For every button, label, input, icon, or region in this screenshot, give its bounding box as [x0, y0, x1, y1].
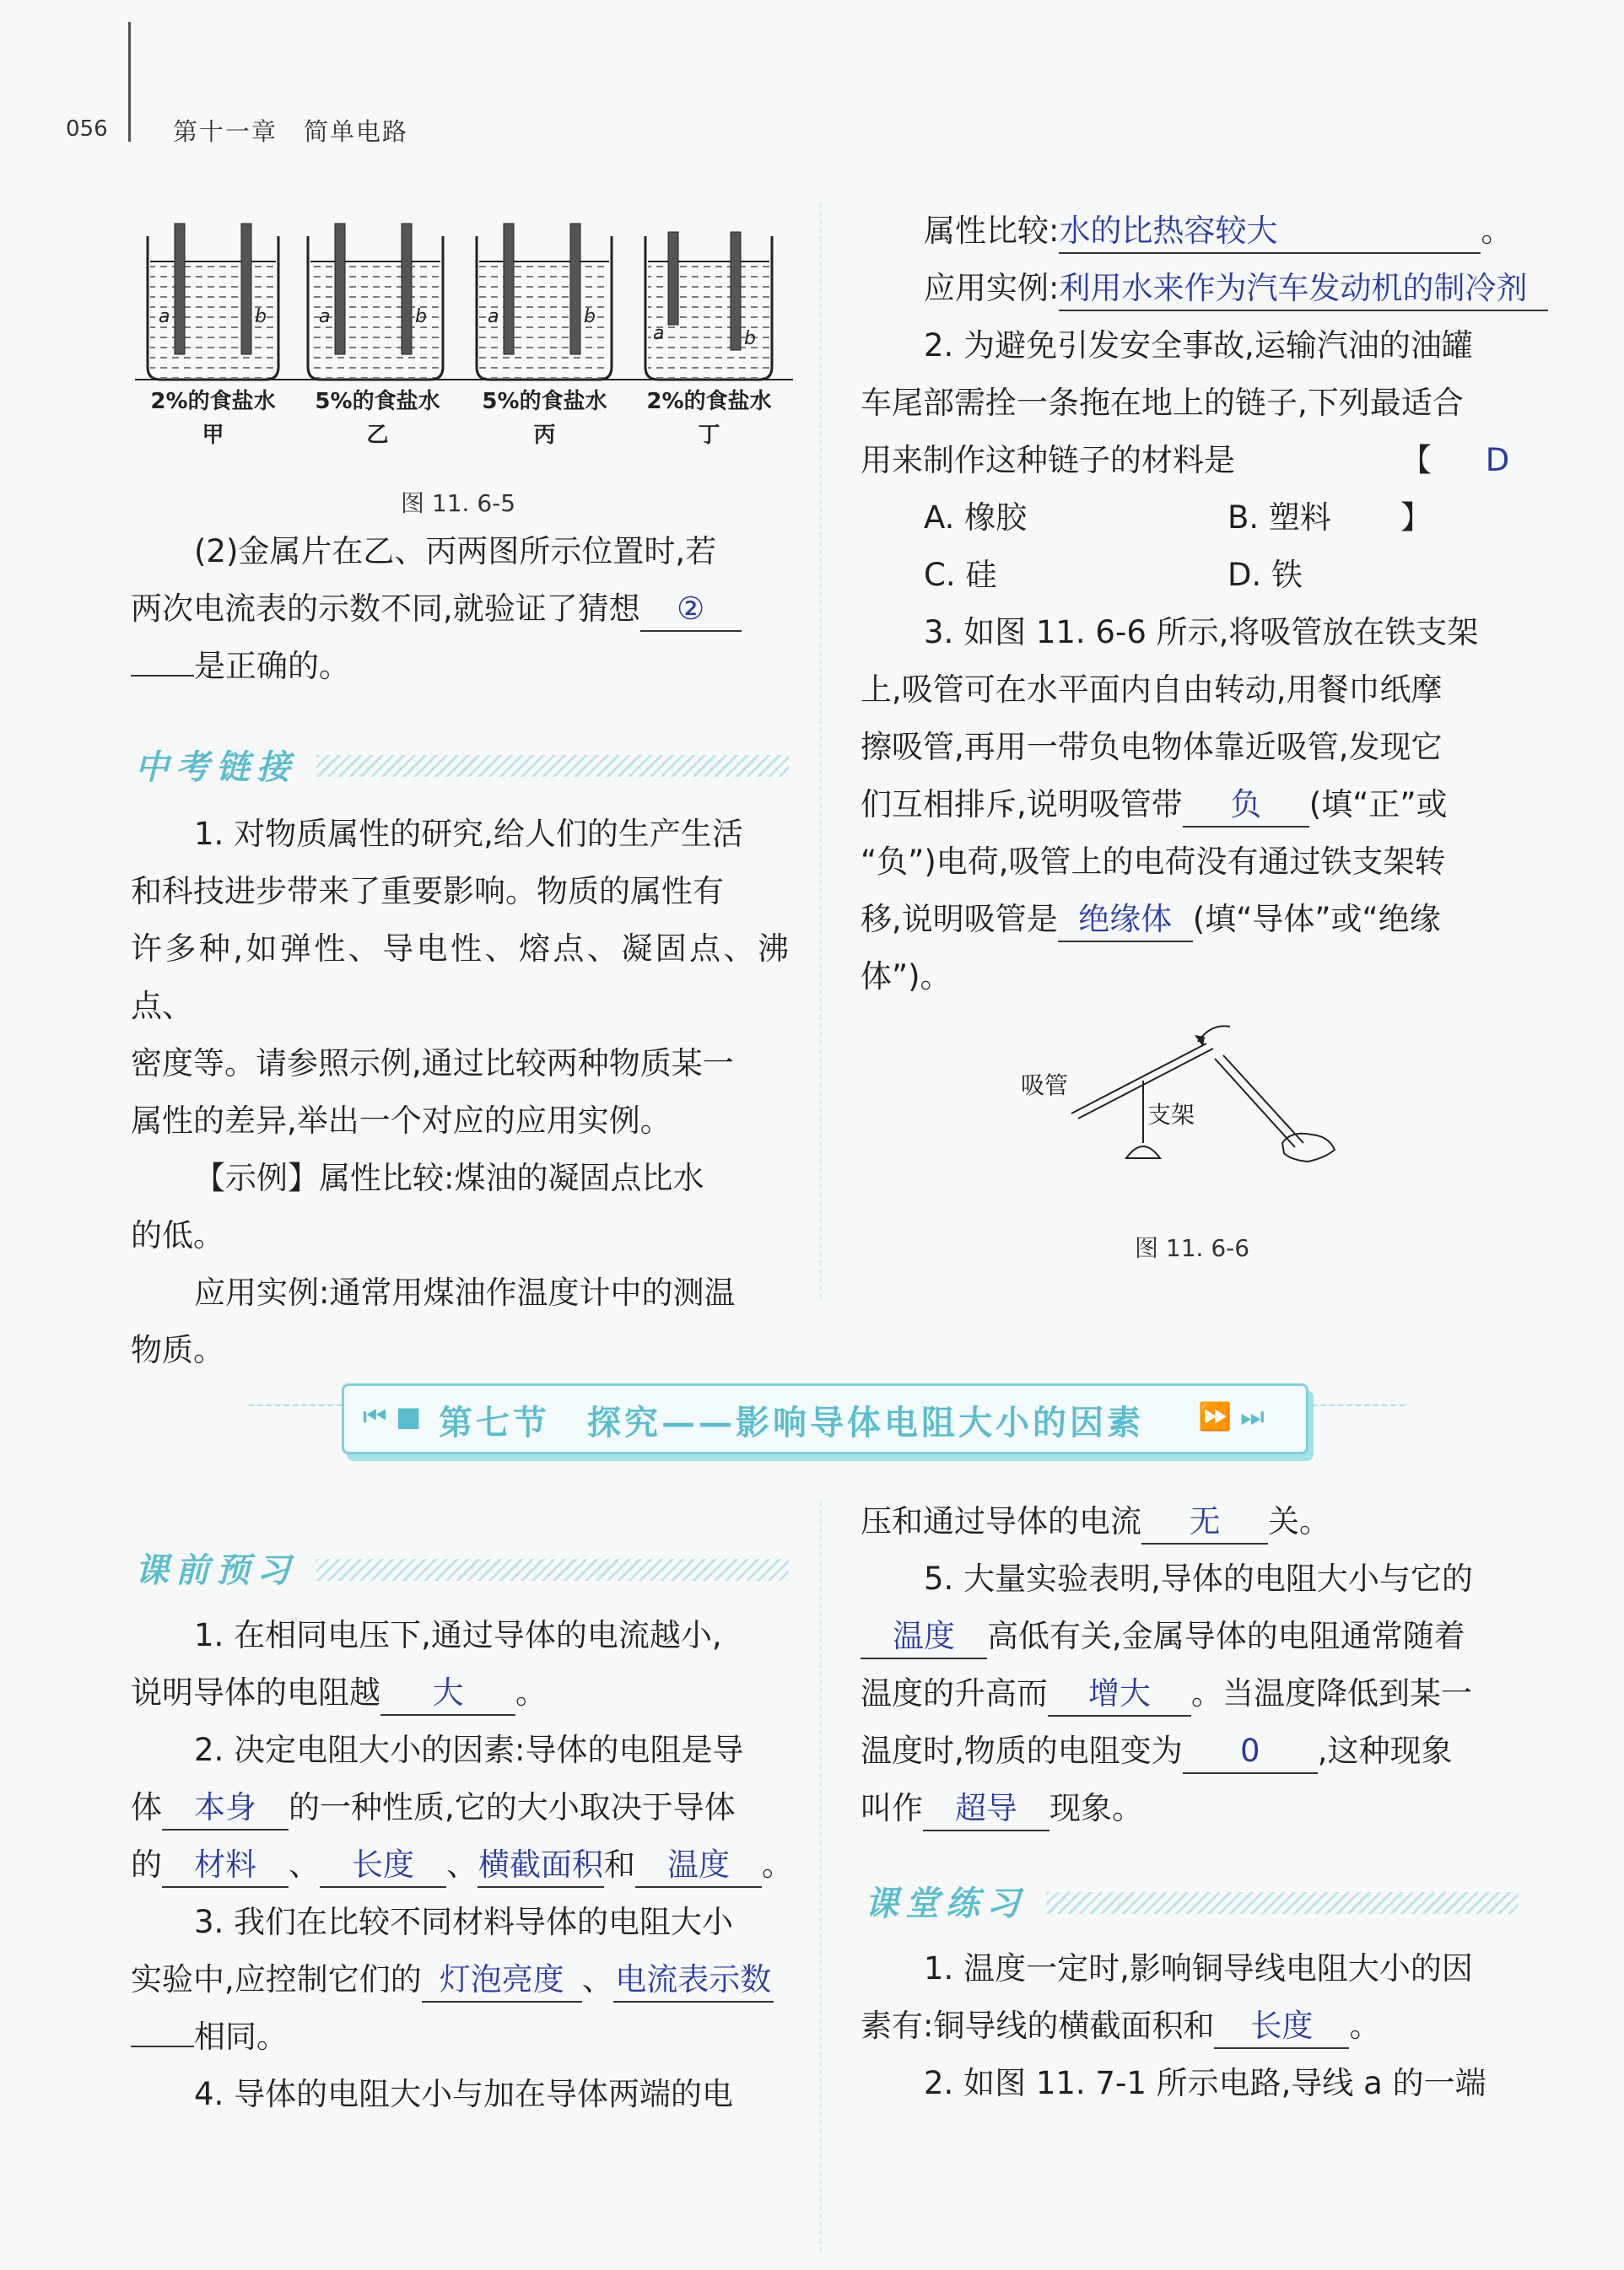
answer-blank[interactable]: 绝缘体: [1058, 898, 1193, 942]
text-line: 擦吸管,再用一带负电物体靠近吸管,发现它: [861, 729, 1443, 765]
column-divider: [820, 202, 822, 1299]
electrode-label-a: a: [653, 323, 665, 344]
chapter-title: 第十一章 简单电路: [173, 117, 409, 146]
answer-blank[interactable]: 大: [380, 1672, 515, 1716]
beaker-name: 丙: [533, 423, 556, 448]
text-line: 物质。: [131, 1332, 224, 1368]
electrode-label-a: a: [159, 306, 170, 327]
electrode-label-b: b: [255, 306, 267, 327]
answer-blank[interactable]: 长度: [320, 1844, 446, 1888]
beaker-name: 乙: [366, 423, 389, 448]
text-line: 3. 我们在比较不同材料导体的电阻大小: [194, 1904, 734, 1940]
figure-11-6-6: [1021, 1008, 1358, 1185]
section-title-decoration: [316, 1559, 789, 1581]
text-line: 【示例】属性比较:煤油的凝固点比水: [194, 1160, 704, 1196]
text-line: 4. 导体的电阻大小与加在导体两端的电: [194, 2076, 734, 2112]
zhongkao-question-1: [131, 806, 789, 1379]
choice-answer[interactable]: D: [1485, 442, 1510, 478]
text-line: 。当温度降低到某一: [1191, 1675, 1472, 1712]
text-line: 关。: [1268, 1503, 1330, 1539]
separator: 、: [581, 1961, 613, 1998]
text-line: 温度的升高而: [861, 1675, 1048, 1712]
right-column-bottom: [861, 1493, 1535, 1837]
text-line: 。: [1349, 2008, 1381, 2044]
separator: 、: [289, 1847, 320, 1883]
text-line: 许多种,如弹性、导电性、熔点、凝固点、沸点、: [131, 930, 789, 1024]
beaker-name: 甲: [202, 423, 224, 448]
label-straw: 吸管: [1021, 1071, 1069, 1099]
beaker-label: 5%的食盐水: [315, 389, 440, 414]
answer-blank[interactable]: ②: [640, 588, 742, 632]
text-line: 车尾部需拴一条拖在地上的链子,下列最适合: [861, 385, 1464, 421]
option-a[interactable]: A. 橡胶: [924, 499, 1028, 536]
answer-blank[interactable]: 电流表示数: [613, 1959, 774, 2003]
text-line: ,这种现象: [1317, 1733, 1453, 1769]
text-line: 是正确的。: [194, 648, 350, 684]
text-line: 们互相排斥,说明吸管带: [861, 786, 1183, 822]
text-line: 。: [515, 1674, 547, 1711]
beaker-name: 丁: [698, 423, 720, 448]
electrode-label-b: b: [744, 328, 756, 349]
answer-blank[interactable]: 水的比热容较大: [1059, 210, 1481, 254]
separator: 、: [446, 1847, 477, 1883]
text-line: 属性比较:: [924, 213, 1060, 249]
text-line: 体”)。: [861, 958, 952, 995]
text-line: 。: [1481, 213, 1513, 249]
text-line: 2. 如图 11. 7-1 所示电路,导线 a 的一端: [924, 2065, 1486, 2101]
text-line: 应用实例:: [924, 270, 1060, 306]
answer-blank[interactable]: 本身: [162, 1787, 289, 1831]
bracket-open: 【: [1400, 442, 1459, 478]
text-line: 现象。: [1049, 1790, 1143, 1826]
text-line: 两次电流表的示数不同,就验证了猜想: [131, 590, 640, 627]
option-d[interactable]: D. 铁: [1227, 557, 1303, 593]
column-divider: [820, 1502, 822, 2252]
electrode-label-b: b: [584, 306, 596, 327]
section-title-decoration: [1046, 1892, 1519, 1914]
answer-blank[interactable]: 负: [1183, 784, 1309, 828]
page-number: 056: [66, 116, 108, 142]
text-line: 素有:铜导线的横截面积和: [861, 2008, 1215, 2044]
text-line: 上,吸管可在水平面内自由转动,用餐巾纸摩: [861, 671, 1443, 708]
text-line: (2)金属片在乙、丙两图所示位置时,若: [194, 533, 717, 569]
text-line: 5. 大量实验表明,导体的电阻大小与它的: [924, 1561, 1473, 1597]
text-line: 的一种性质,它的大小取决于导体: [289, 1789, 736, 1825]
answer-blank-continuation: [131, 641, 194, 677]
text-line: 相同。: [194, 2019, 288, 2055]
answer-blank[interactable]: 长度: [1214, 2005, 1349, 2049]
text-line: “负”)电荷,吸管上的电荷没有通过铁支架转: [861, 844, 1446, 880]
text-line: 1. 温度一定时,影响铜导线电阻大小的因: [924, 1950, 1473, 1987]
answer-blank[interactable]: 温度: [861, 1615, 987, 1659]
figure-caption: 图 11. 6-5: [401, 489, 516, 517]
section-title-zhongkao: 中考链接: [135, 747, 297, 787]
text-line: 移,说明吸管是: [861, 901, 1058, 937]
bracket-close: 】: [1400, 499, 1432, 536]
answer-blank[interactable]: 利用水来作为汽车发动机的制冷剂: [1059, 267, 1548, 311]
figure-caption: 图 11. 6-6: [1135, 1234, 1250, 1262]
question-2-block: [131, 523, 789, 695]
beaker-yi: [308, 224, 443, 380]
banner-rule-right: [1312, 1405, 1405, 1406]
practice-questions: [861, 1940, 1535, 2112]
answer-blank[interactable]: 超导: [923, 1787, 1049, 1831]
answer-blank[interactable]: 横截面积: [477, 1844, 604, 1888]
banner-rule-left: [249, 1405, 342, 1406]
text-line: 温度时,物质的电阻变为: [861, 1733, 1183, 1769]
fast-forward-icon: ⏩ ⏭: [1198, 1400, 1265, 1432]
text-line: 高低有关,金属导体的电阻通常随着: [987, 1618, 1465, 1654]
answer-blank[interactable]: 无: [1141, 1501, 1268, 1545]
electrode-label-a: a: [488, 306, 499, 327]
text-line: 1. 在相同电压下,通过导体的电流越小,: [194, 1617, 722, 1653]
text-line: 。: [762, 1847, 793, 1883]
text-line: (填“导体”或“绝缘: [1192, 901, 1441, 937]
text-line: 实验中,应控制它们的: [131, 1961, 422, 1998]
beaker-label: 2%的食盐水: [150, 389, 276, 414]
text-line: 用来制作这种链子的材料是: [861, 442, 1235, 478]
preview-questions: [131, 1607, 806, 2123]
text-line: 体: [131, 1789, 162, 1825]
option-b[interactable]: B. 塑料: [1227, 499, 1331, 536]
straw-stand-illustration: [1038, 1008, 1358, 1185]
answer-blank[interactable]: 灯泡亮度: [422, 1959, 582, 2003]
text-line: 1. 对物质属性的研究,给人们的生产生活: [194, 816, 743, 852]
electrode-label-b: b: [415, 306, 427, 327]
answer-blank[interactable]: 温度: [635, 1844, 762, 1888]
electrode-label-a: a: [319, 306, 331, 327]
hand-icon: [1282, 1134, 1335, 1162]
section-title-decoration: [316, 755, 789, 777]
text-line: (填“正”或: [1308, 786, 1448, 822]
answer-blank[interactable]: 增大: [1048, 1673, 1191, 1717]
answer-blank-continuation: [131, 2012, 194, 2047]
text-line: 2. 为避免引发安全事故,运输汽油的油罐: [924, 327, 1473, 364]
section-title-preview: 课前预习: [135, 1550, 297, 1590]
answer-blank[interactable]: 0: [1183, 1730, 1318, 1774]
text-line: 压和通过导体的电流: [861, 1503, 1141, 1539]
conjunction: 和: [604, 1847, 635, 1883]
beaker-label: 5%的食盐水: [482, 389, 607, 414]
rewind-icon: ⏮ ■: [363, 1400, 422, 1432]
answer-blank[interactable]: 材料: [162, 1844, 289, 1888]
text-line: 3. 如图 11. 6-6 所示,将吸管放在铁支架: [924, 614, 1479, 650]
figure-11-6-5: [135, 211, 793, 456]
text-line: 叫作: [861, 1790, 923, 1826]
header-rule: [128, 22, 131, 142]
text-line: 属性的差异,举出一个对应的应用实例。: [131, 1103, 672, 1139]
beaker-label: 2%的食盐水: [646, 389, 772, 414]
beaker-bing: [477, 224, 612, 380]
beaker-jia: [148, 224, 278, 380]
label-stand: 支架: [1147, 1101, 1195, 1129]
text-line: 和科技进步带来了重要影响。物质的属性有: [131, 873, 724, 909]
text-line: 2. 决定电阻大小的因素:导体的电阻是导: [194, 1732, 744, 1768]
right-column-top: [861, 202, 1535, 1006]
option-c[interactable]: C. 硅: [924, 557, 997, 593]
beaker-ding: [645, 232, 772, 380]
text-line: 说明导体的电阻越: [131, 1674, 380, 1711]
section-title-practice: 课堂练习: [865, 1884, 1027, 1923]
section-banner-title: 第七节 探究——影响导体电阻大小的因素: [439, 1403, 1144, 1442]
text-line: 的低。: [131, 1217, 224, 1254]
text-line: 密度等。请参照示例,通过比较两种物质某一: [131, 1045, 734, 1081]
text-line: 的: [131, 1847, 162, 1883]
text-line: 应用实例:通常用煤油作温度计中的测温: [194, 1275, 736, 1311]
